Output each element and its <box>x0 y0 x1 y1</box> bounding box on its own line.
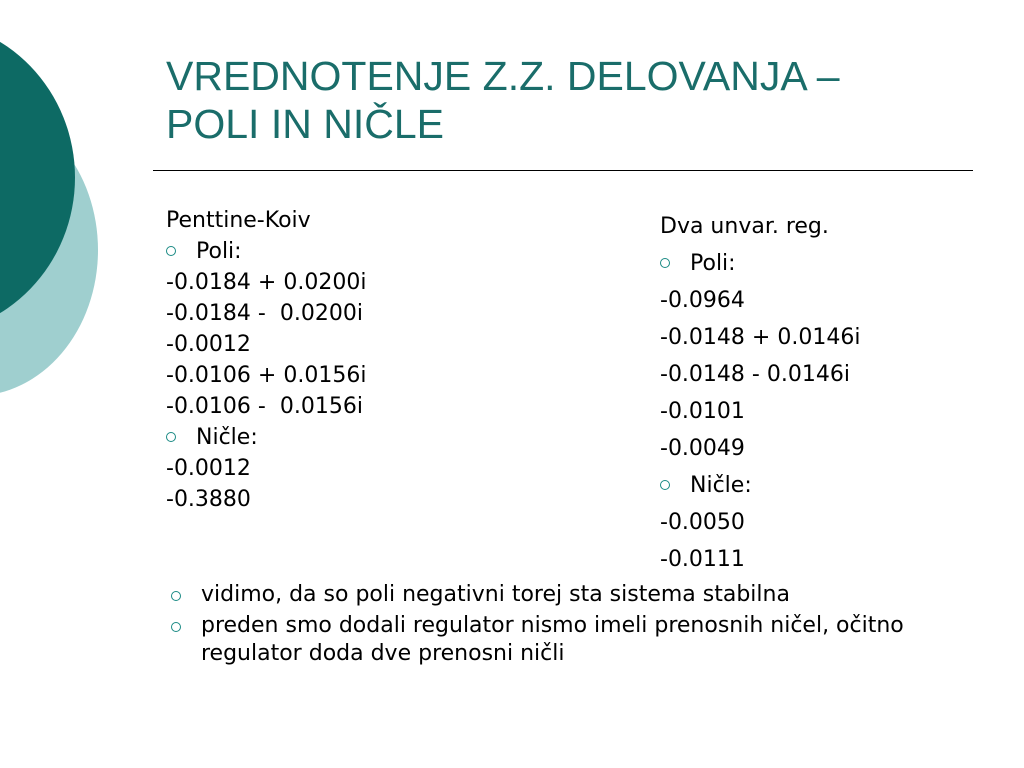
right-zero-value: -0.0050 <box>660 510 745 535</box>
bullet-ring-icon <box>171 591 181 601</box>
right-column-heading: Dva unvar. reg. <box>660 214 829 239</box>
left-poles-label: Poli: <box>196 239 242 264</box>
left-zeros-header <box>166 422 366 453</box>
right-pole-value: -0.0964 <box>660 288 745 313</box>
right-pole-value: -0.0148 + 0.0146i <box>660 325 861 350</box>
left-pole-value: -0.0184 + 0.0200i <box>166 270 367 295</box>
left-pole-value: -0.0184 - 0.0200i <box>166 301 363 326</box>
right-zero-value: -0.0111 <box>660 547 745 572</box>
right-zeros-header <box>660 467 860 504</box>
conclusion-text: preden smo dodali regulator nismo imeli prenosnih ničel, očitno regulator doda dve prenosni ničli <box>201 613 904 666</box>
right-poles-label: Poli: <box>690 251 736 276</box>
slide-title <box>166 52 966 148</box>
slide-title-line-2: POLI IN NIČLE <box>166 101 444 147</box>
bullet-ring-icon <box>171 622 181 632</box>
title-divider <box>153 170 973 171</box>
conclusion-item <box>171 581 961 609</box>
right-zeros-label: Ničle: <box>690 473 752 498</box>
slide-title-line-1: VREDNOTENJE Z.Z. DELOVANJA – <box>166 53 840 99</box>
right-poles-header <box>660 245 860 282</box>
bullet-ring-icon <box>166 246 176 256</box>
conclusion-item <box>171 612 961 668</box>
conclusion-text: vidimo, da so poli negativni torej sta sistema stabilna <box>201 582 790 607</box>
left-column-heading: Penttine-Koiv <box>166 208 311 233</box>
bullet-ring-icon <box>660 258 670 268</box>
bullet-ring-icon <box>660 480 670 490</box>
right-pole-value: -0.0148 - 0.0146i <box>660 362 850 387</box>
left-pole-value: -0.0012 <box>166 332 251 357</box>
left-pole-value: -0.0106 - 0.0156i <box>166 394 363 419</box>
right-pole-value: -0.0049 <box>660 436 745 461</box>
left-zero-value: -0.0012 <box>166 456 251 481</box>
left-pole-value: -0.0106 + 0.0156i <box>166 363 367 388</box>
conclusions-list <box>171 581 961 671</box>
left-zeros-label: Ničle: <box>196 425 258 450</box>
right-column <box>660 208 860 578</box>
right-pole-value: -0.0101 <box>660 399 745 424</box>
bullet-ring-icon <box>166 432 176 442</box>
left-column <box>166 205 366 515</box>
left-poles-header <box>166 236 366 267</box>
left-zero-value: -0.3880 <box>166 487 251 512</box>
